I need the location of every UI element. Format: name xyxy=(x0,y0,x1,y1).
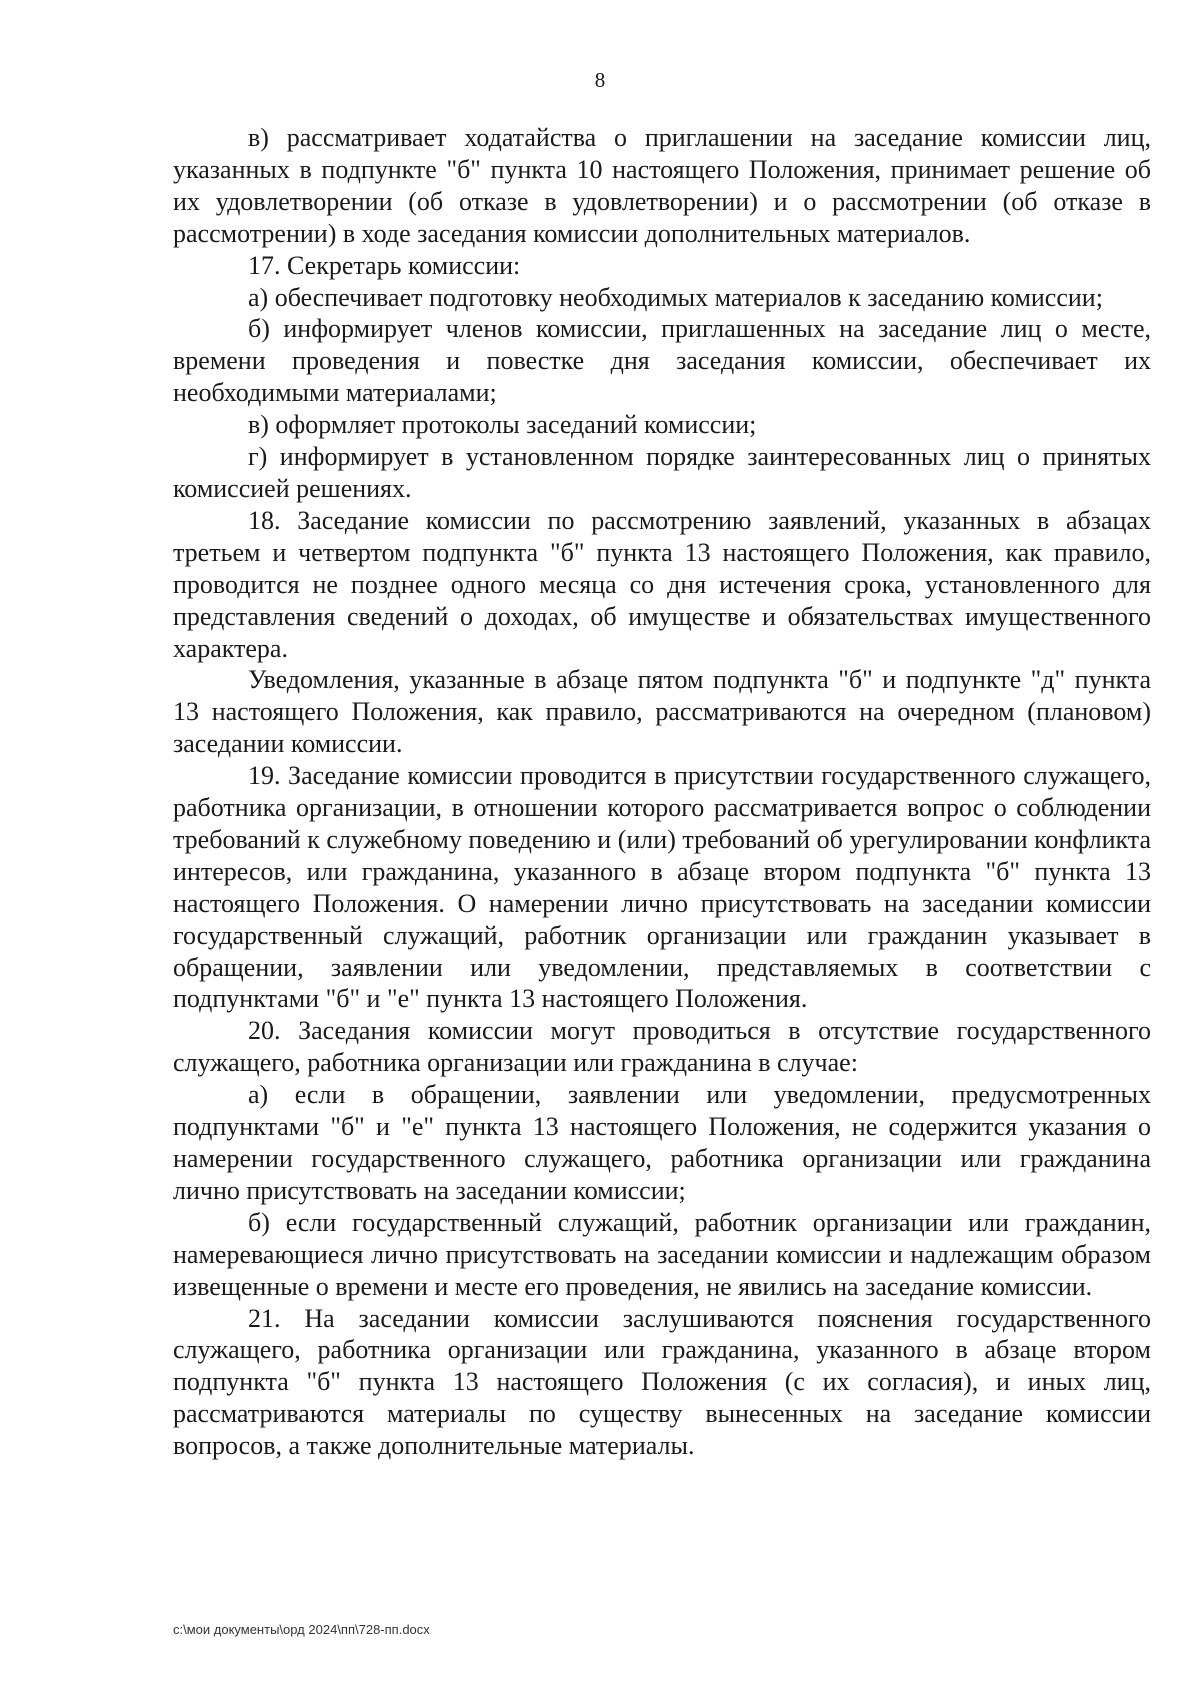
paragraph-16v: в) рассматривает ходатайства о приглашении на заседание комиссии лиц, указанных в подпункте "б" пункта 10 настоящего Положения, принимает решение об их удовлетворении (об отказе в удовлетворении) и о рассмотрении (об отказе в рассмотрении) в ходе заседания комиссии дополнительных материалов. xyxy=(173,123,1151,248)
paragraph-18: 18. Заседание комиссии по рассмотрению заявлений, указанных в абзацах третьем и четвертом подпункта "б" пункта 13 настоящего Положения, как правило, проводится не позднее одного месяца со дня истечения срока, установленного для представления сведений о доходах, об имуществе и обязательствах имущественного характера. xyxy=(173,505,1151,663)
paragraph-21: 21. На заседании комиссии заслушиваются пояснения государственного служащего, работника организации или гражданина, указанного в абзаце втором подпункта "б" пункта 13 настоящего Положения (с их согласия), и иных лиц, рассматриваются материалы по существу вынесенных на заседание комиссии вопросов, а также дополнительные материалы. xyxy=(173,1303,1151,1461)
paragraph-20a: а) если в обращении, заявлении или уведомлении, предусмотренных подпунктами "б" и "е" пункта 13 настоящего Положения, не содержится указания о намерении государственного служащего, работника организации или гражданина лично присутствовать на заседании комиссии; xyxy=(173,1080,1151,1205)
paragraph-17b: б) информирует членов комиссии, приглашенных на заседание лиц о месте, времени проведения и повестке дня заседания комиссии, обеспечивает их необходимыми материалами; xyxy=(173,314,1151,408)
paragraph-17a: а) обеспечивает подготовку необходимых материалов к заседанию комиссии; xyxy=(248,282,1103,312)
paragraph-20b: б) если государственный служащий, работник организации или гражданин, намеревающиеся лично присутствовать на заседании комиссии и надлежащим образом извещенные о времени и месте его проведения, не явились на заседание комиссии. xyxy=(173,1207,1151,1301)
paragraph-17v: в) оформляет протоколы заседаний комиссии; xyxy=(248,410,757,440)
paragraph-17: 17. Секретарь комиссии: xyxy=(248,250,521,280)
paragraph-20: 20. Заседания комиссии могут проводиться в отсутствие государственного служащего, работника организации или гражданина в случае: xyxy=(173,1016,1151,1078)
paragraph-18-notifications: Уведомления, указанные в абзаце пятом подпункта "б" и подпункте "д" пункта 13 настоящего Положения, как правило, рассматриваются на очередном (плановом) заседании комиссии. xyxy=(173,665,1151,759)
document-body xyxy=(173,122,1151,1462)
file-path-footer: c:\мои документы\орд 2024\пп\728-пп.docx xyxy=(173,1622,430,1637)
paragraph-17g: г) информирует в установленном порядке заинтересованных лиц о принятых комиссией решениях. xyxy=(173,442,1151,503)
paragraph-19: 19. Заседание комиссии проводится в присутствии государственного служащего, работника организации, в отношении которого рассматривается вопрос о соблюдении требований к служебному поведению и (или) требований об урегулировании конфликта интересов, или гражданина, указанного в абзаце втором подпункта "б" пункта 13 настоящего Положения. О намерении лично присутствовать на заседании комиссии государственный служащий, работник организации или гражданин указывает в обращении, заявлении или уведомлении, представляемых в соответствии с подпунктами "б" и "е" пункта 13 настоящего Положения. xyxy=(173,761,1151,1014)
page-number: 8 xyxy=(594,68,606,92)
